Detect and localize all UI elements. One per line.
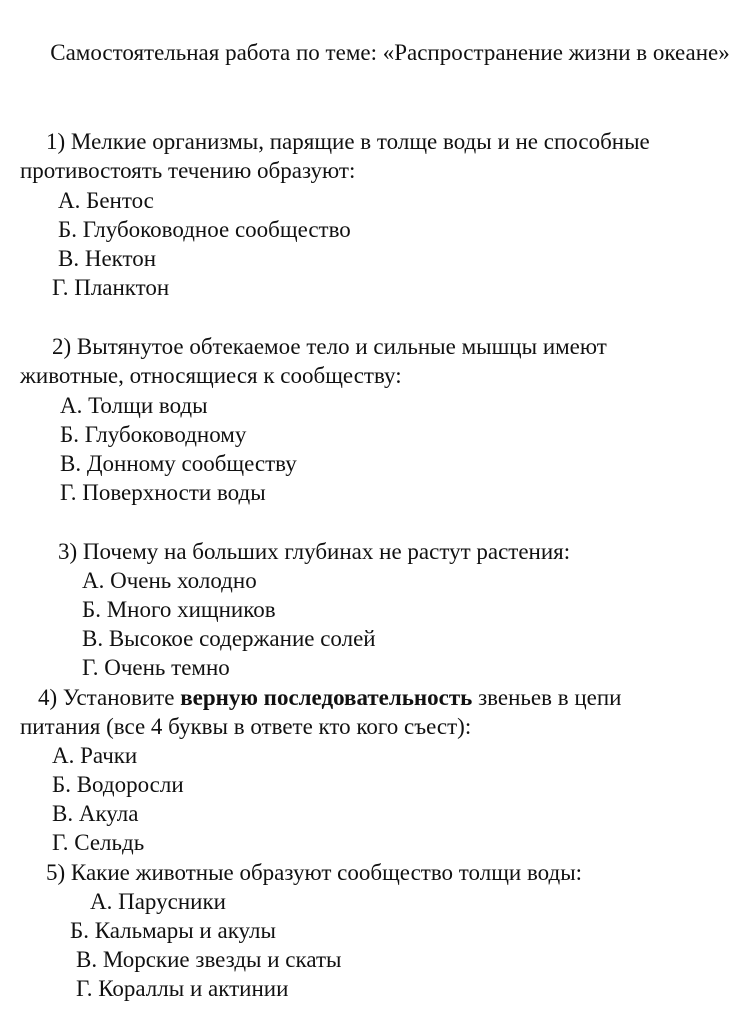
question-text: Почему на больших глубинах не растут растения: (82, 539, 571, 564)
question-3-option-b: Б. Много хищников (82, 597, 276, 622)
question-2-option-d: Г. Поверхности воды (60, 480, 266, 505)
question-5-option-b: Б. Кальмары и акулы (70, 918, 276, 943)
question-5-option-c: В. Морские звезды и скаты (76, 947, 342, 972)
question-3-option-d: Г. Очень темно (82, 655, 230, 680)
question-text-prefix: Установите (62, 685, 175, 710)
question-number: 5) (46, 860, 66, 885)
question-text-emphasis: верную последовательность (180, 685, 473, 710)
question-number: 1) (46, 129, 66, 154)
question-1-option-c: В. Нектон (58, 246, 157, 271)
question-number: 2) (52, 334, 72, 359)
question-4-line-2: питания (все 4 буквы в ответе кто кого съест): (20, 714, 472, 739)
question-3-option-c: В. Высокое содержание солей (82, 626, 376, 651)
question-5-option-a: А. Парусники (90, 889, 226, 914)
question-2-line-2: животные, относящиеся к сообществу: (20, 363, 402, 388)
question-4-option-a: А. Рачки (52, 743, 138, 768)
question-1-option-d: Г. Планктон (52, 275, 170, 300)
question-4-option-b: Б. Водоросли (52, 772, 184, 797)
question-text: Вытянутое обтекаемое тело и сильные мышцы имеют (76, 334, 607, 359)
question-number: 3) (58, 539, 78, 564)
question-1-line-1 (46, 127, 650, 156)
question-number: 4) (38, 685, 58, 710)
question-4-line-1 (38, 683, 621, 712)
question-1-line-2: противостоять течению образуют: (20, 158, 356, 183)
question-4-option-c: В. Акула (52, 801, 139, 826)
question-5-line-1 (46, 858, 582, 887)
question-1-option-b: Б. Глубоководное сообщество (58, 217, 351, 242)
question-text: Мелкие организмы, парящие в толще воды и не способные (70, 129, 650, 154)
question-2-option-a: А. Толщи воды (60, 393, 208, 418)
page-title: Самостоятельная работа по теме: «Распространение жизни в океане» (50, 40, 730, 65)
question-2-option-c: В. Донному сообществу (60, 451, 297, 476)
question-2-option-b: Б. Глубоководному (60, 422, 247, 447)
question-3-line-1 (58, 537, 570, 566)
question-1-option-a: А. Бентос (58, 188, 154, 213)
question-4-option-d: Г. Сельдь (52, 830, 145, 855)
question-text: Какие животные образуют сообщество толщи воды: (70, 860, 583, 885)
question-5-option-d: Г. Кораллы и актинии (76, 976, 289, 1001)
question-2-line-1 (52, 332, 607, 361)
question-text-suffix: звеньев в цепи (478, 685, 622, 710)
question-3-option-a: А. Очень холодно (82, 568, 257, 593)
